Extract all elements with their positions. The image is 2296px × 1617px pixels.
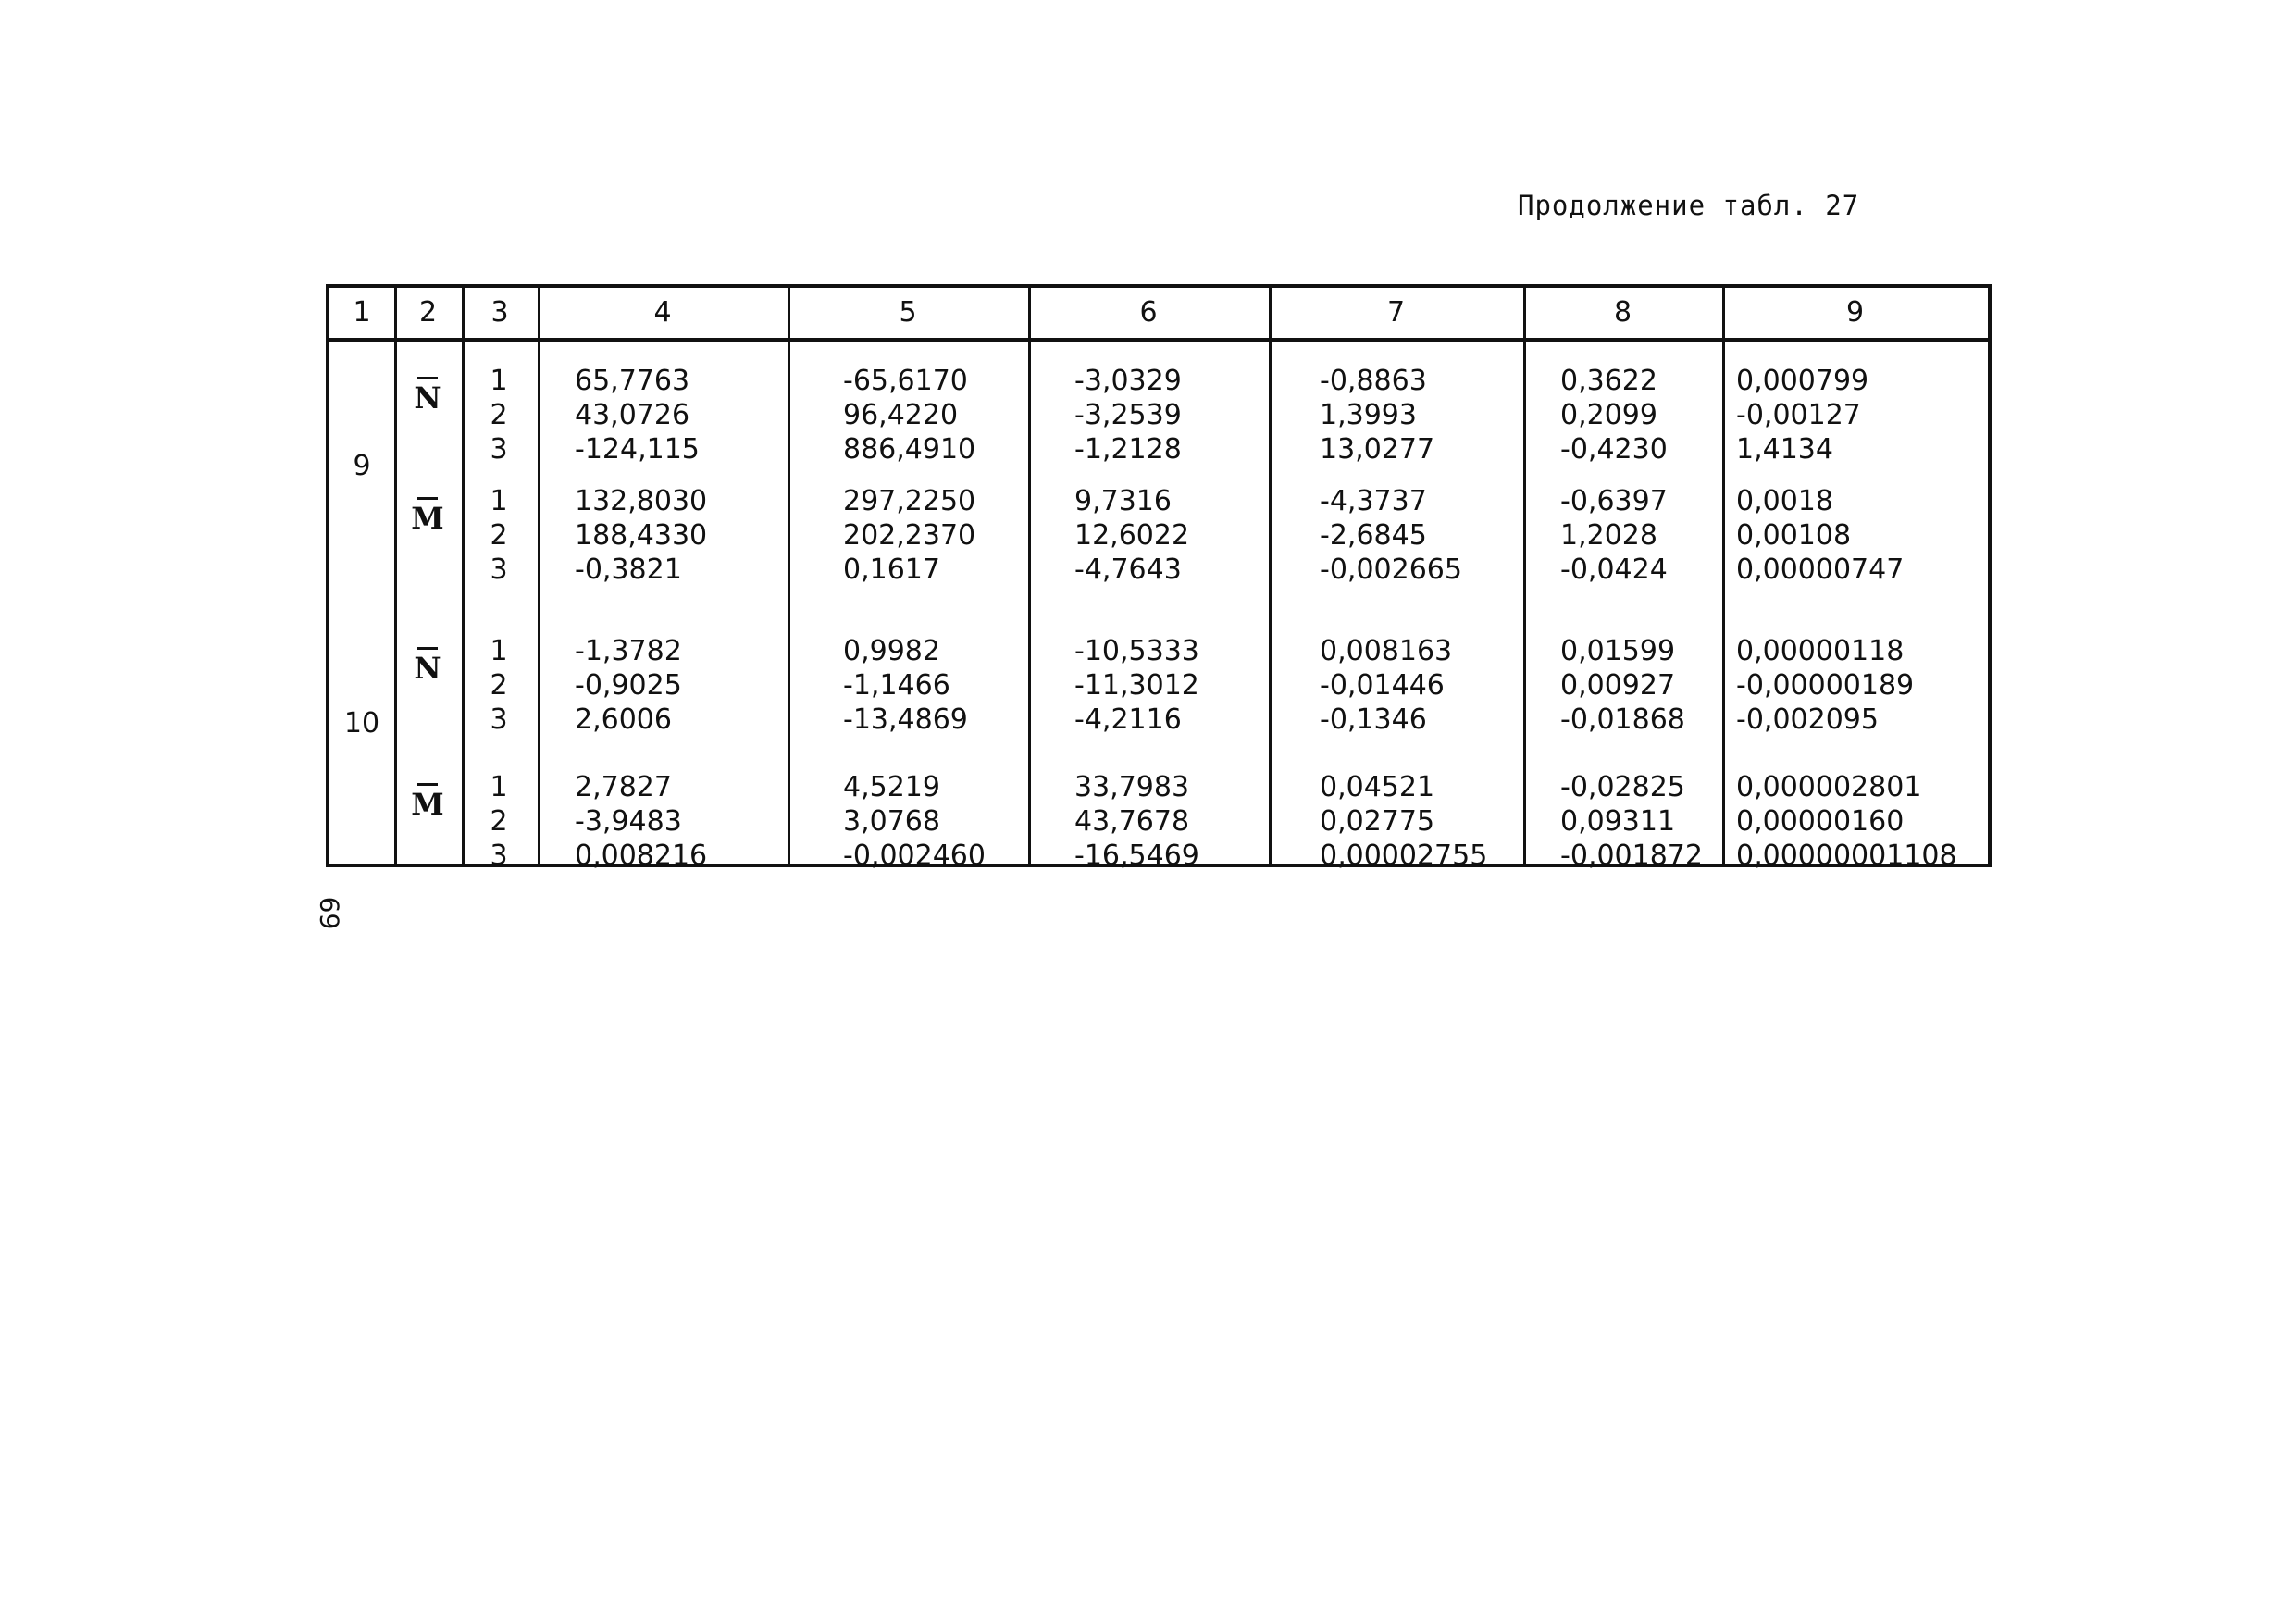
table-cell: -4,7643 [1074,554,1182,586]
table-cell: -0,3821 [575,554,682,586]
table-cell: 0,2099 [1560,399,1657,431]
overbar [417,783,438,786]
column-rule [462,288,465,864]
table-cell: 0,008216 [575,840,708,872]
table-cell: -124,115 [575,433,700,466]
group-symbol-text: M [411,501,444,536]
table-cell: 4,5219 [843,771,940,803]
group-symbol-text: N [414,380,441,416]
table-cell: 65,7763 [575,365,690,397]
row-index-cell: 3 [490,554,508,586]
table-cell: -0,9025 [575,669,682,702]
row-index-cell: 3 [490,703,508,736]
group-symbol-text: M [411,787,444,822]
column-rule [1269,288,1272,864]
table-cell: -1,3782 [575,635,682,667]
table-cell: 0,00108 [1736,519,1852,552]
header-cell: 7 [1386,296,1406,329]
table-cell: -0,4230 [1560,433,1668,466]
data-table [326,284,1992,872]
table-cell: -0,002460 [843,840,986,872]
table-cell: -0,01868 [1560,703,1685,736]
table-cell: 297,2250 [843,485,976,517]
table-cell: -4,2116 [1074,703,1182,736]
table-cell: 202,2370 [843,519,976,552]
table-cell: -0,8863 [1320,365,1427,397]
overbar [417,497,438,500]
table-cell: 188,4330 [575,519,708,552]
row-index-cell: 2 [490,805,508,838]
table-cell: -0,02825 [1560,771,1685,803]
header-cell: 6 [1139,296,1158,329]
header-cell: 4 [653,296,672,329]
group-symbol [406,783,449,822]
row-index-cell: 3 [490,433,508,466]
table-cell: -0,6397 [1560,485,1668,517]
table-cell: 0,00002755 [1320,840,1488,872]
table-cell: -10,5333 [1074,635,1199,667]
table-cell: 0,1617 [843,554,940,586]
table-cell: -3,2539 [1074,399,1182,431]
header-cell: 5 [899,296,917,329]
table-cell: 0,000799 [1736,365,1869,397]
table-cell: 0,00000118 [1736,635,1905,667]
table-cell: 0,000002801 [1736,771,1922,803]
table-cell: -3,9483 [575,805,682,838]
table-cell: -3,0329 [1074,365,1182,397]
header-cell: 9 [1845,296,1865,329]
row-index-cell: 1 [490,635,508,667]
column-rule [394,288,397,864]
section-number: 10 [343,707,380,740]
row-index-cell: 2 [490,669,508,702]
header-cell: 8 [1613,296,1632,329]
table-cell: -16,5469 [1074,840,1199,872]
table-cell: 0,00927 [1560,669,1676,702]
table-cell: 886,4910 [843,433,976,466]
table-cell: 0,09311 [1560,805,1676,838]
table-cell: -4,3737 [1320,485,1427,517]
header-cell: 1 [353,296,371,329]
row-index-cell: 1 [490,771,508,803]
table-cell: 2,6006 [575,703,672,736]
table-cell: 132,8030 [575,485,708,517]
overbar [417,647,438,650]
column-rule [788,288,790,864]
group-symbol [406,377,449,416]
table-cell: 43,0726 [575,399,690,431]
table-cell: -65,6170 [843,365,968,397]
group-symbol-text: N [414,651,441,686]
row-index-cell: 1 [490,485,508,517]
table-cell: -1,2128 [1074,433,1182,466]
table-cell: -0,01446 [1320,669,1445,702]
table-cell: 1,2028 [1560,519,1657,552]
table-cell: 0,9982 [843,635,940,667]
table-cell: 9,7316 [1074,485,1172,517]
table-caption: Продолжение табл. 27 [1518,190,1860,221]
column-rule [1523,288,1526,864]
table-cell: -0,002665 [1320,554,1462,586]
table-cell: -2,6845 [1320,519,1427,552]
table-cell: -0,00000189 [1736,669,1915,702]
table-cell: 3,0768 [843,805,940,838]
table-cell: 96,4220 [843,399,959,431]
table-cell: 0,01599 [1560,635,1676,667]
table-cell: 43,7678 [1074,805,1190,838]
table-cell: 0,0018 [1736,485,1833,517]
column-rule [1028,288,1031,864]
column-rule [538,288,540,864]
table-cell: 0,02775 [1320,805,1435,838]
table-cell: 0,00000747 [1736,554,1905,586]
table-cell: 2,7827 [575,771,672,803]
table-cell: -0,0424 [1560,554,1668,586]
overbar [417,377,438,379]
table-cell: 0,3622 [1560,365,1657,397]
row-index-cell: 3 [490,840,508,872]
table-cell: -0,1346 [1320,703,1427,736]
group-symbol [406,497,449,536]
row-index-cell: 2 [490,519,508,552]
section-number: 9 [353,450,371,482]
page-number: 69 [314,896,345,930]
column-rule [1722,288,1725,864]
row-index-cell: 1 [490,365,508,397]
table-cell: 0,008163 [1320,635,1453,667]
table-cell: 0,00000160 [1736,805,1905,838]
header-cell: 3 [490,296,509,329]
table-cell: -0,00127 [1736,399,1861,431]
table-cell: 0,04521 [1320,771,1435,803]
table-cell: -0,001872 [1560,840,1703,872]
table-cell: 0,00000001108 [1736,840,1957,872]
table-cell: 13,0277 [1320,433,1435,466]
table-cell: -13,4869 [843,703,968,736]
row-index-cell: 2 [490,399,508,431]
table-cell: -11,3012 [1074,669,1199,702]
header-cell: 2 [418,296,438,329]
table-cell: 1,3993 [1320,399,1417,431]
table-cell: -1,1466 [843,669,950,702]
table-cell: 1,4134 [1736,433,1833,466]
table-cell: 12,6022 [1074,519,1190,552]
table-cell: -0,002095 [1736,703,1879,736]
table-cell: 33,7983 [1074,771,1190,803]
group-symbol [406,647,449,686]
